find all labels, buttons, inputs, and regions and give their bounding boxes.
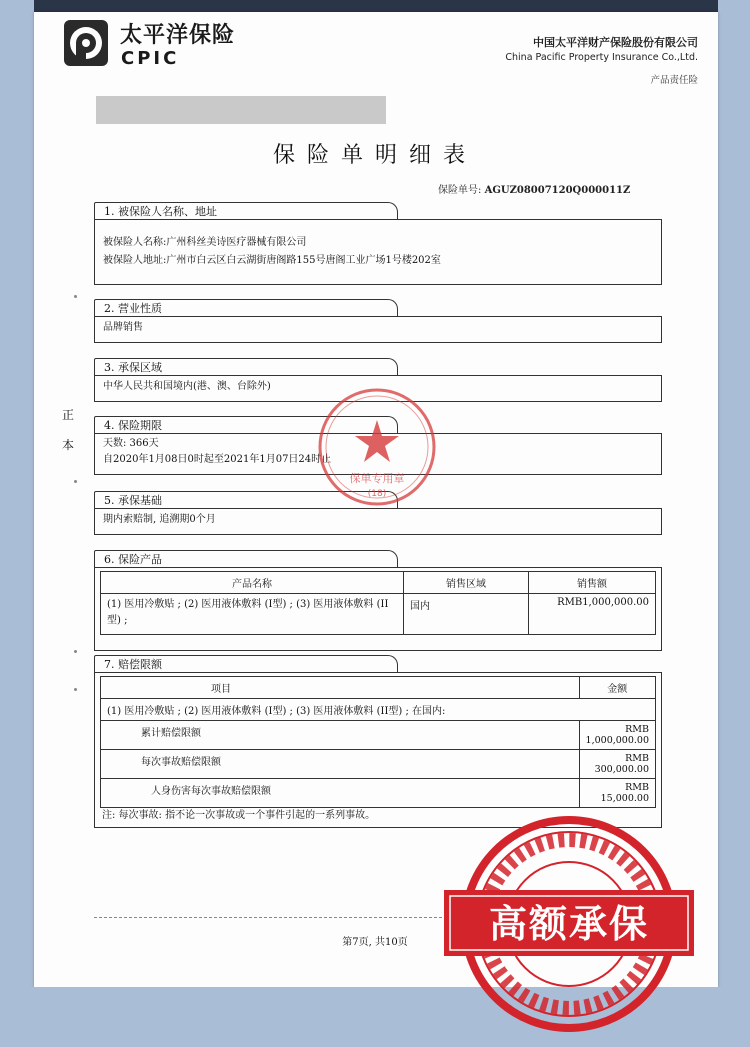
limit-amount: RMB 1,000,000.00 — [579, 721, 655, 750]
limit-note: 注: 每次事故: 指不论一次事故或一个事件引起的一系列事故。 — [102, 810, 376, 821]
sales-amount: RMB1,000,000.00 — [529, 594, 656, 635]
col-sales-region: 销售区域 — [404, 572, 529, 594]
binding-hole-mark — [74, 650, 77, 653]
limit-amount: RMB 15,000.00 — [579, 779, 655, 808]
table-row — [101, 750, 656, 779]
section-heading: 2. 营业性质 — [94, 299, 398, 316]
seal-code: (18) — [367, 489, 387, 499]
page-title: 保险单明细表 — [272, 143, 477, 168]
logo-text-cn: 太平洋保险 — [120, 23, 236, 48]
binding-hole-mark — [74, 688, 77, 691]
company-name-cn: 中国太平洋财产保险股份有限公司 — [533, 36, 698, 49]
cpic-logo-icon — [62, 16, 110, 70]
period-range: 自2020年1月08日0时起至2021年1月07日24时止 — [103, 454, 332, 465]
policy-type: 产品责任险 — [650, 75, 698, 86]
section-heading: 7. 赔偿限额 — [94, 655, 398, 672]
section-heading: 6. 保险产品 — [94, 550, 398, 567]
company-name-en: China Pacific Property Insurance Co.,Ltd. — [505, 52, 698, 63]
limits-table — [100, 676, 656, 808]
insured-address: 被保险人地址:广州市白云区白云湖街唐阁路155号唐阁工业广场1号楼202室 — [103, 255, 441, 266]
high-coverage-stamp-icon — [440, 814, 698, 1034]
territory-text: 中华人民共和国境内(港、澳、台除外) — [103, 381, 271, 392]
logo-text-en: CPIC — [121, 48, 180, 69]
col-item: 项目 — [101, 677, 580, 699]
basis-text: 期内索赔制, 追溯期0个月 — [103, 514, 216, 525]
section-insured — [94, 219, 662, 285]
business-nature: 品牌销售 — [103, 322, 143, 333]
side-label-ben: 本 — [62, 438, 75, 452]
redacted-block — [96, 96, 386, 124]
section-business — [94, 316, 662, 343]
seal-bottom-text: 保单专用章 — [349, 472, 405, 485]
company-seal-icon — [316, 386, 438, 508]
limit-label: 人身伤害每次事故赔偿限额 — [101, 779, 580, 808]
col-amount: 金额 — [579, 677, 655, 699]
binding-hole-mark — [74, 480, 77, 483]
table-row — [101, 779, 656, 808]
binding-hole-mark — [74, 295, 77, 298]
limit-amount: RMB 300,000.00 — [579, 750, 655, 779]
products-table — [100, 571, 656, 635]
page-number: 第7页, 共10页 — [342, 937, 408, 948]
table-row — [101, 721, 656, 750]
insured-name: 被保险人名称:广州科丝美诗医疗器械有限公司 — [103, 237, 307, 248]
section-basis — [94, 508, 662, 535]
stamp-text: 高额承保 — [488, 902, 650, 946]
section-heading: 4. 保险期限 — [94, 416, 398, 433]
section-heading: 1. 被保险人名称、地址 — [94, 202, 398, 219]
section-heading: 5. 承保基础 — [94, 491, 398, 508]
policy-number-label: 保险单号: — [438, 185, 482, 196]
policy-number — [438, 181, 630, 196]
period-days: 天数: 366天 — [103, 438, 159, 449]
sales-region: 国内 — [404, 594, 529, 635]
limit-label: 累计赔偿限额 — [101, 721, 580, 750]
col-product-name: 产品名称 — [101, 572, 404, 594]
section-heading: 3. 承保区域 — [94, 358, 398, 375]
limit-label: 每次事故赔偿限额 — [101, 750, 580, 779]
side-label-zheng: 正 — [62, 408, 75, 422]
policy-number-value: AGUZ08007120Q000011Z — [484, 185, 631, 196]
col-sales-amount: 销售额 — [529, 572, 656, 594]
product-list: (1) 医用冷敷贴 ; (2) 医用液体敷料 (I型) ; (3) 医用液体敷料 (II型) ; — [101, 594, 404, 635]
table-row — [101, 594, 656, 635]
limit-scope: (1) 医用冷敷贴 ; (2) 医用液体敷料 (I型) ; (3) 医用液体敷料 (II型) ; 在国内: — [101, 699, 656, 721]
